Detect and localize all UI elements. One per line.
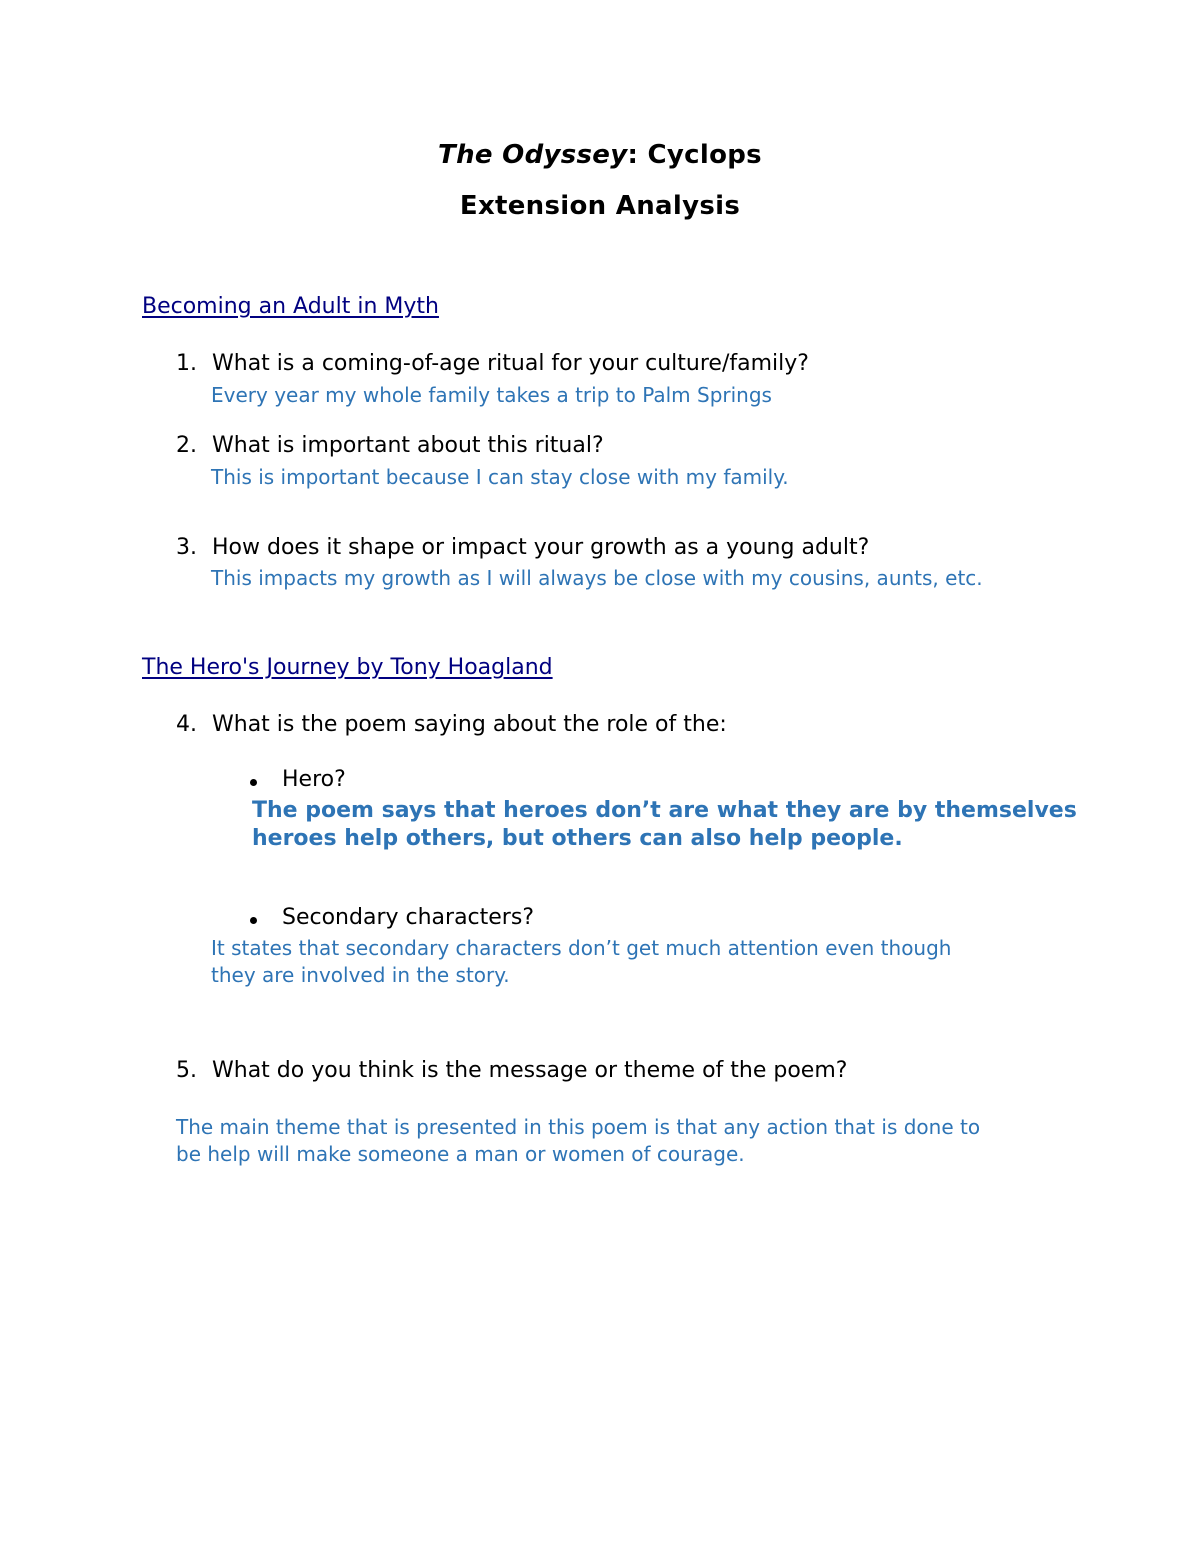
section-heading-becoming-adult[interactable]: Becoming an Adult in Myth <box>142 294 439 319</box>
question-number: 1. <box>176 351 197 376</box>
document-title <box>0 140 1200 170</box>
answer-2: This is important because I can stay close with my family. <box>211 465 789 489</box>
question-number: 4. <box>176 712 197 737</box>
section-heading-heros-journey[interactable]: The Hero's Journey by Tony Hoagland <box>142 655 553 680</box>
question-1 <box>176 351 809 376</box>
question-2 <box>176 433 604 458</box>
question-3 <box>176 535 869 560</box>
question-number: 3. <box>176 535 197 560</box>
answer-line: they are involved in the story. <box>211 963 510 987</box>
answer-line: The main theme that is presented in this poem is that any action that is done to <box>176 1115 981 1139</box>
answer-3: This impacts my growth as I will always be close with my cousins, aunts, etc. <box>211 566 983 590</box>
title-work-name: The Odyssey <box>438 140 628 170</box>
question-text: How does it shape or impact your growth as a young adult? <box>212 535 870 560</box>
question-text: What is the poem saying about the role of the: <box>212 712 727 737</box>
bullet-label: Hero? <box>282 767 346 792</box>
question-number: 2. <box>176 433 197 458</box>
bullet-secondary-characters <box>252 905 534 930</box>
answer-hero <box>252 797 1077 853</box>
question-5 <box>176 1058 847 1083</box>
bullet-dot <box>250 779 257 786</box>
question-text: What is important about this ritual? <box>212 433 604 458</box>
answer-line: heroes help others, but others can also help people. <box>252 826 903 851</box>
bullet-label: Secondary characters? <box>282 905 534 930</box>
answer-5 <box>176 1114 980 1168</box>
answer-secondary-characters <box>211 935 951 989</box>
document-subtitle: Extension Analysis <box>459 191 741 221</box>
question-4 <box>176 712 727 737</box>
question-text: What do you think is the message or theme of the poem? <box>212 1058 848 1083</box>
answer-line: The poem says that heroes don’t are what they are by themselves <box>252 798 1077 823</box>
question-text: What is a coming-of-age ritual for your culture/family? <box>212 351 809 376</box>
answer-1: Every year my whole family takes a trip to Palm Springs <box>211 383 772 407</box>
question-number: 5. <box>176 1058 197 1083</box>
title-rest: : Cyclops <box>627 140 762 170</box>
answer-line: It states that secondary characters don’t get much attention even though <box>211 936 952 960</box>
bullet-dot <box>250 917 257 924</box>
bullet-hero <box>252 767 346 792</box>
answer-line: be help will make someone a man or women of courage. <box>176 1142 745 1166</box>
